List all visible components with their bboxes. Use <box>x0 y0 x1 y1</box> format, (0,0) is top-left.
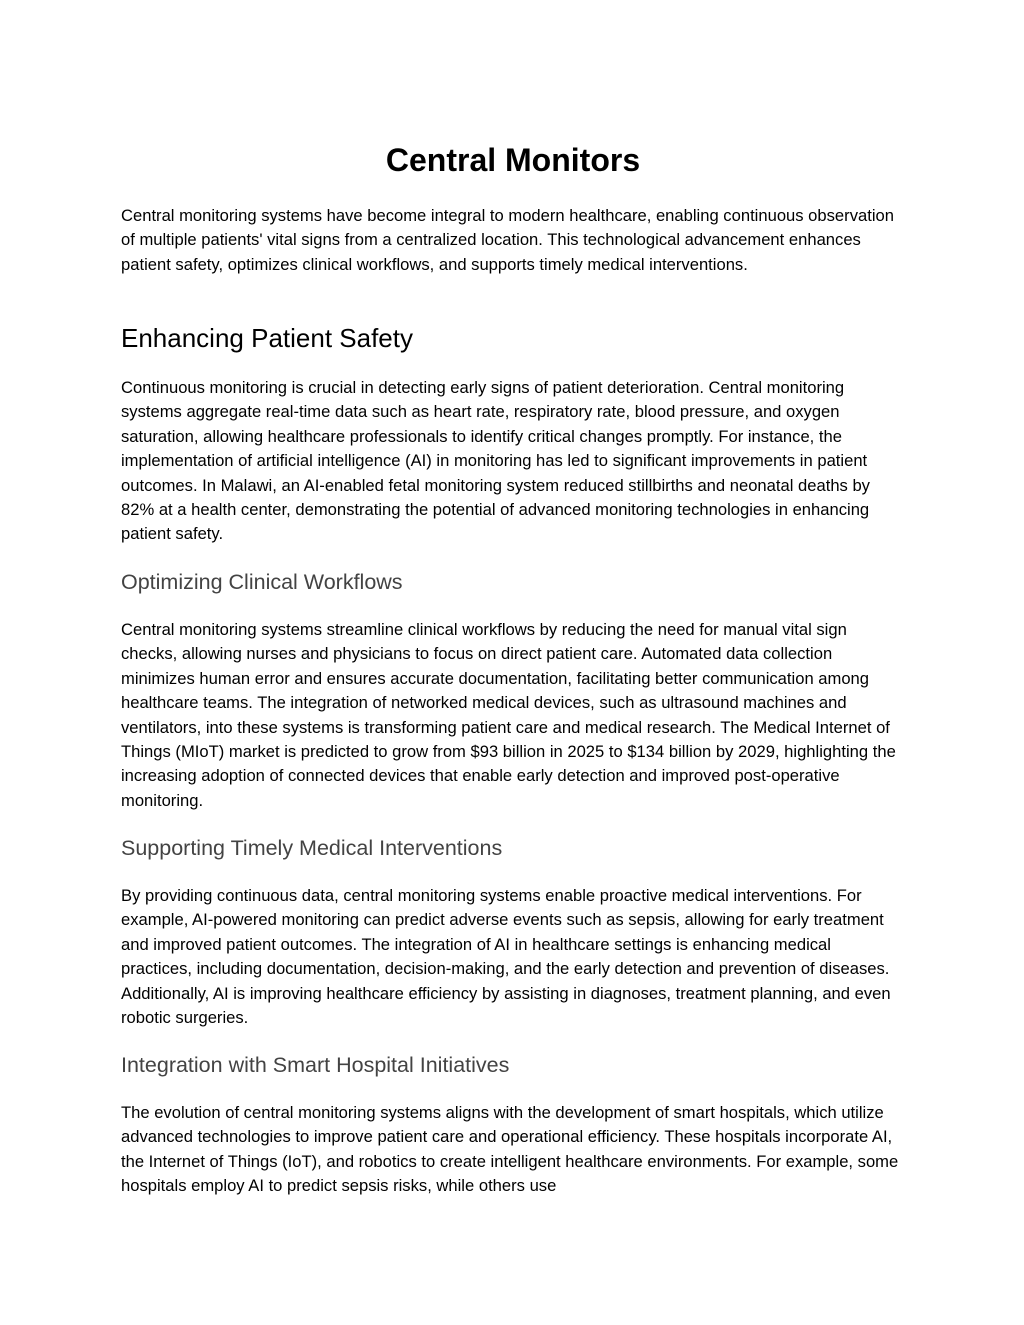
section-body-medical-interventions: By providing continuous data, central monitoring systems enable proactive medical interventions. For example, AI-powered monitoring can predict adverse events such as sepsis, allowing for early treatment and improved patient outcomes. The integration of AI in healthcare settings is enhancing medical practices, including documentation, decision-making, and the early detection and prevention of diseases. Additionally, AI is improving healthcare efficiency by assisting in diagnoses, treatment planning, and even robotic surgeries. <box>121 886 891 1028</box>
section-heading-clinical-workflows: Optimizing Clinical Workflows <box>121 570 403 594</box>
page-title: Central Monitors <box>385 142 641 178</box>
intro-paragraph: Central monitoring systems have become integral to modern healthcare, enabling continuous observation of multiple patients' vital signs from a centralized location. This technological advancement enhances patient safety, optimizes clinical workflows, and supports timely medical interventions. <box>121 206 894 274</box>
section-heading-patient-safety: Enhancing Patient Safety <box>121 323 413 353</box>
section-body-patient-safety: Continuous monitoring is crucial in detecting early signs of patient deterioration. Central monitoring systems aggregate real-time data such as heart rate, respiratory rate, blood pressure, and oxygen saturation, allowing healthcare professionals to identify critical changes promptly. For instance, the implementation of artificial intelligence (AI) in monitoring has led to significant improvements in patient outcomes. In Malawi, an AI-enabled fetal monitoring system reduced stillbirths and neonatal deaths by 82% at a health center, demonstrating the potential of advanced monitoring technologies in enhancing patient safety. <box>121 378 870 544</box>
section-heading-smart-hospital: Integration with Smart Hospital Initiatives <box>121 1053 510 1077</box>
section-body-clinical-workflows: Central monitoring systems streamline clinical workflows by reducing the need for manual vital sign checks, allowing nurses and physicians to focus on direct patient care. Automated data collection minimizes human error and ensures accurate documentation, facilitating better communication among healthcare teams. The integration of networked medical devices, such as ultrasound machines and ventilators, into these systems is transforming patient care and medical research. The Medical Internet of Things (MIoT) market is predicted to grow from $93 billion in 2025 to $134 billion by 2029, highlighting the increasing adoption of connected devices that enable early detection and improved post-operative monitoring. <box>121 620 896 810</box>
section-heading-medical-interventions: Supporting Timely Medical Interventions <box>121 836 503 860</box>
section-body-smart-hospital: The evolution of central monitoring systems aligns with the development of smart hospitals, which utilize advanced technologies to improve patient care and operational efficiency. These hospitals incorporate AI, the Internet of Things (IoT), and robotics to create intelligent healthcare environments. For example, some hospitals employ AI to predict sepsis risks, while others use <box>121 1103 899 1196</box>
